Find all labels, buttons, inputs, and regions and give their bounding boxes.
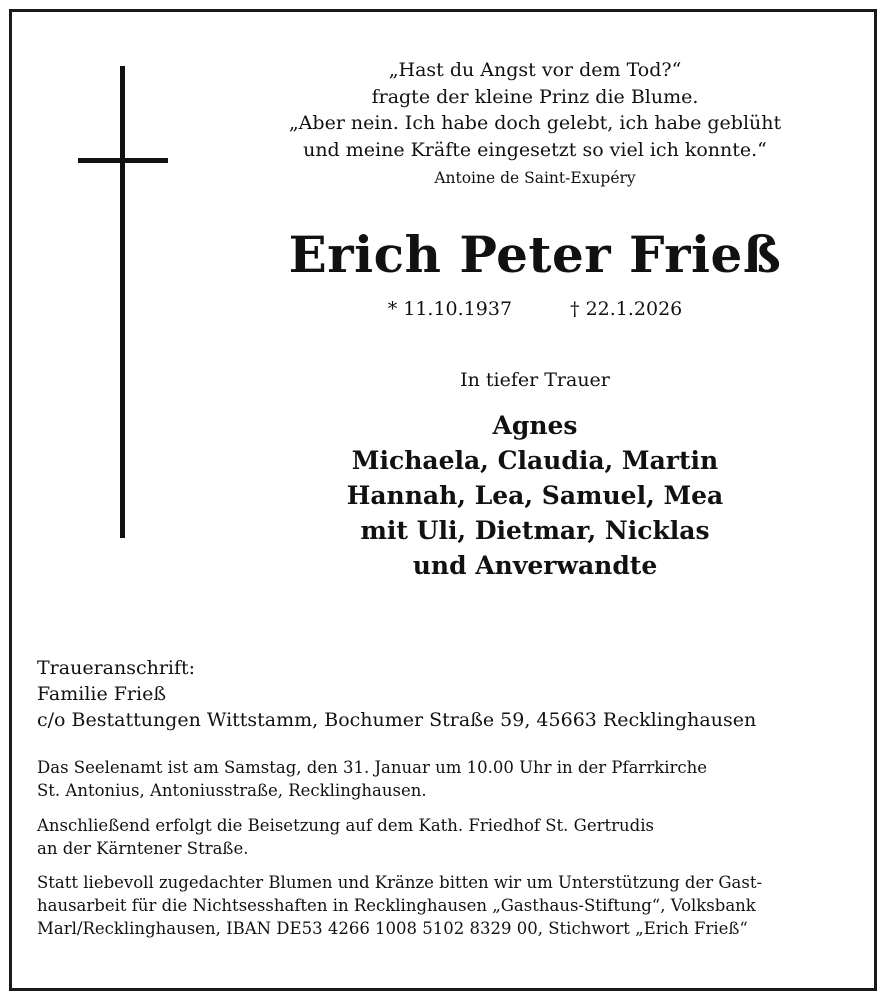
quote-line: fragte der kleine Prinz die Blume. [371, 85, 699, 108]
donation-paragraph [37, 871, 762, 940]
birth-date: * 11.10.1937 [387, 298, 513, 320]
quote-author: Antoine de Saint-Exupéry [434, 169, 636, 187]
mourner-line: Hannah, Lea, Samuel, Mea [346, 481, 724, 510]
mourner-line: Michaela, Claudia, Martin [351, 446, 719, 475]
life-dates [250, 297, 820, 321]
cross-icon-crossbar [78, 158, 168, 163]
address-family: Familie Frieß [37, 683, 167, 705]
mourning-address [37, 655, 756, 733]
quote-line: und meine Kräfte eingesetzt so viel ich konnte.“ [303, 138, 767, 161]
burial-paragraph [37, 814, 654, 860]
paragraph-line: an der Kärntener Straße. [37, 839, 249, 858]
requiem-paragraph [37, 756, 707, 802]
paragraph-line: Statt liebevoll zugedachter Blumen und Kränze bitten wir um Unterstützung der Gast- [37, 873, 763, 892]
mourner-line: und Anverwandte [412, 551, 658, 580]
quote-line: „Aber nein. Ich habe doch gelebt, ich habe geblüht [288, 112, 782, 134]
mourner-line: Agnes [492, 411, 578, 440]
deceased-name: Erich Peter Frieß [288, 225, 782, 284]
address-line: c/o Bestattungen Wittstamm, Bochumer Straße 59, 45663 Recklinghausen [37, 709, 757, 731]
quote-block [250, 57, 820, 189]
paragraph-line: hausarbeit für die Nichtsesshaften in Recklinghausen „Gasthaus-Stiftung“, Volksbank [37, 896, 756, 915]
cross-icon [120, 66, 125, 538]
quote-line: „Hast du Angst vor dem Tod?“ [388, 59, 682, 81]
paragraph-line: Das Seelenamt ist am Samstag, den 31. Januar um 10.00 Uhr in der Pfarrkirche [37, 758, 708, 777]
mourners-list [220, 408, 850, 583]
paragraph-line: Anschließend erfolgt die Beisetzung auf dem Kath. Friedhof St. Gertrudis [37, 816, 654, 835]
address-label: Traueranschrift: [37, 657, 196, 679]
mourner-line: mit Uli, Dietmar, Nicklas [360, 516, 710, 545]
death-date: † 22.1.2026 [570, 298, 683, 320]
mourning-intro: In tiefer Trauer [460, 369, 610, 391]
paragraph-line: St. Antonius, Antoniusstraße, Recklinghausen. [37, 781, 427, 800]
paragraph-line: Marl/Recklinghausen, IBAN DE53 4266 1008 5102 8329 00, Stichwort „Erich Frieß“ [37, 919, 748, 938]
